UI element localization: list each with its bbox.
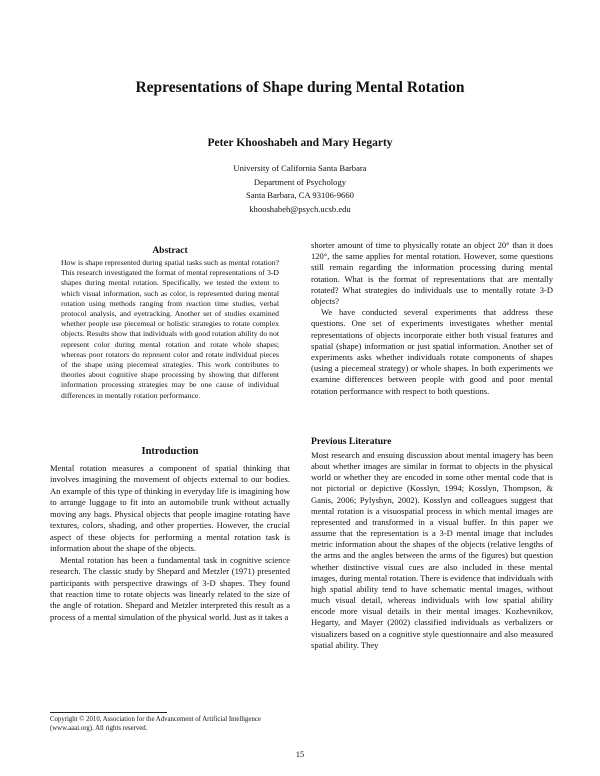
right-column-body [311, 240, 553, 397]
affiliation-university: University of California Santa Barbara [233, 163, 367, 173]
abstract-text: How is shape represented during spatial tasks such as mental rotation? This research investigated the format of mental representations of 3-D shapes during mental rotation. Specifically, we tested the extent to which visual information, such as color, is represented during mental rotation using methods ranging from reaction time studies, verbal protocol analysis, and eyetracking. Another set of studies examined whether people use piecemeal or holistic strategies to rotate complex objects. Results show that individuals with good rotation ability do not represent color during mental rotation and rotate whole shapes; whereas poor rotators do represent color and rotate individual pieces of the shape using piecemeal strategies. This work contributes to theories about cognitive shape processing by showing that different information processing strategies may be one cause of individual differences in mentally rotation performance. [61, 258, 279, 400]
author-line: Peter Khooshabeh and Mary Hegarty [207, 137, 393, 149]
previous-literature-text: Most research and ensuing discussion about mental imagery has been about whether images are similar in format to objects in the physical world or whether they are encoded in some other mental code that is not pictorial or depictive (Kosslyn, 1994; Kosslyn, Thompson, & Ganis, 2006; Pylyshyn, 2002). Kosslyn and colleagues suggest that mental rotation is a visuospatial process in which mental images are represented and transformed in a visual buffer. In this paper we assume that the representation is a 3-D mental image that includes metric information about the shapes of the objects (relative lengths of the arms and the angles between the arms of the figures) but question whether distinctive visual cues are also included in these mental images, during mental rotation. There is evidence that individuals with high spatial ability tend to have schematic mental images, without much visual detail, whereas individuals with low spatial ability encode more visual details in their mental images. Kozhevnikov, Hegarty, and Mayer (2002) classified individuals as verbalizers or visualizers based on a cognitive style questionnaire and also measured spatial ability. They [311, 450, 553, 650]
right-paragraph-1: shorter amount of time to physically rotate an object 20° than it does 120°, the same applies for mental rotation. However, some questions still remain regarding the information processing during mental rotation. What is the format of representations that are mentally rotated? What strategies do individuals use to mentally rotate 3-D objects? [311, 240, 553, 307]
affiliation-block [0, 162, 600, 216]
previous-literature-heading: Previous Literature [311, 436, 392, 447]
page-number: 15 [295, 749, 305, 759]
intro-paragraph-2: Mental rotation has been a fundamental task in cognitive science research. The classic study by Shepard and Metzler (1971) presented participants with perspective drawings of 3-D shapes. They found that reaction time to rotate objects was linearly related to the size of the angle of rotation. Shepard and Metzler interpreted this result as a process of a mental simulation of the physical world. Just as it takes a [50, 554, 290, 622]
right-paragraph-2: We have conducted several experiments that address these questions. One set of experiments investigates whether mental representations of objects incorporate either both visual features and spatial (shape) information or just spatial information. Another set of experiments asks whether individuals rotate components of shapes (using a piecemeal strategy) or whole shapes. In both experiments we examine differences between people with good and poor mental rotation performance with respect to both questions. [311, 307, 553, 396]
affiliation-address: Santa Barbara, CA 93106-9660 [246, 190, 354, 201]
affiliation-department: Department of Psychology [253, 176, 347, 187]
paper-title: Representations of Shape during Mental Rotation [135, 79, 465, 96]
intro-paragraph-1: Mental rotation measures a component of spatial thinking that involves imagining the movement of objects external to our bodies. An example of this type of thinking in everyday life is imagining how to arrange luggage to fit into an automobile trunk without actually moving any bags. Physical objects that people imagine rotating have textures, colors, shading, and other properties. However, the crucial aspect of these objects for performing a mental rotation task is information about the shape of the objects. [50, 463, 290, 554]
footnote-divider [50, 712, 167, 713]
introduction-body [50, 463, 290, 623]
abstract-heading: Abstract [152, 246, 188, 256]
introduction-heading: Introduction [141, 446, 199, 457]
copyright-footnote: Copyright © 2010, Association for the Advancement of Artificial Intelligence (www.aaai.org). All rights reserved. [50, 716, 261, 732]
author-email: khooshabeh@psych.ucsb.edu [249, 203, 351, 214]
